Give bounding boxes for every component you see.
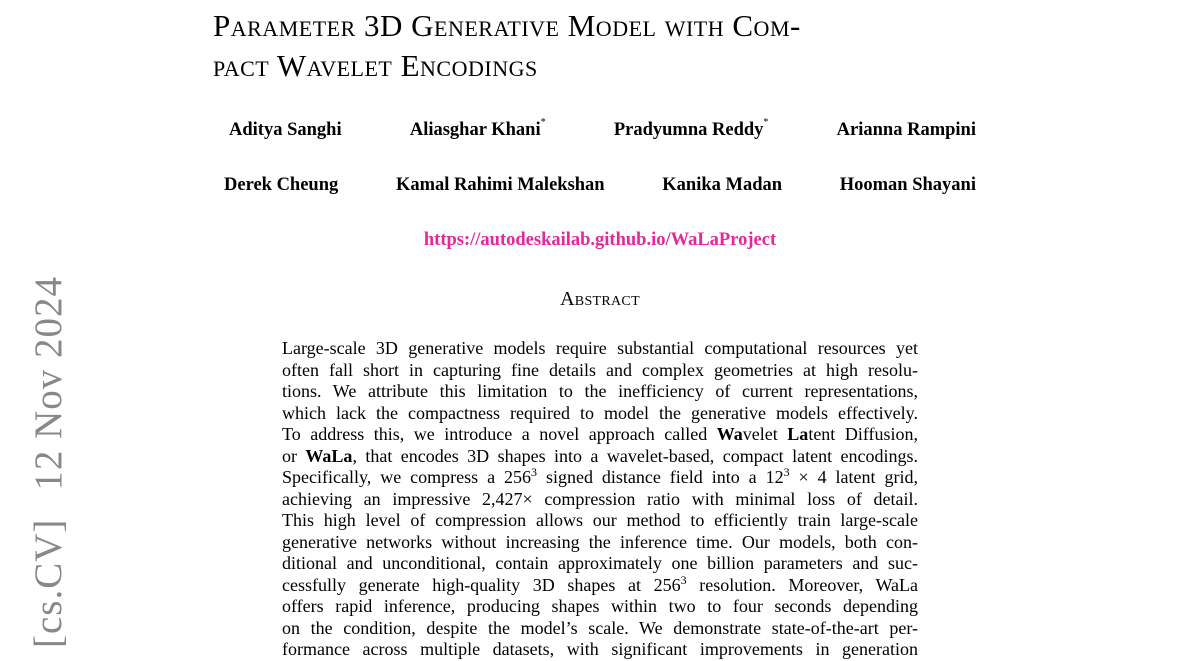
arxiv-category: [cs.CV] [27,518,70,648]
abstract-line: ditional and unconditional, contain approximately one billion parameters and suc- [282,553,918,573]
author: Pradyumna Reddy* [613,117,769,140]
abstract-body [282,338,918,661]
arxiv-margin-stamp [26,276,71,648]
paper-title [213,6,1013,86]
exponent: 3 [680,572,687,587]
abstract-line: on the condition, despite the model’s scale. We demonstrate state-of-the-art per- [282,617,918,638]
abstract-line: or WaLa, that encodes 3D shapes into a wavelet-based, compact latent encodings. [282,445,918,466]
arxiv-date: 12 Nov 2024 [27,275,70,491]
abstract-line: which lack the compactness required to model the generative models effectively. [282,402,918,423]
bold-la: La [787,424,809,444]
author: Arianna Rampini [836,120,976,140]
authors-row-1 [200,117,1000,141]
author: Hooman Shayani [839,175,976,195]
abstract-line: tions. We attribute this limitation to the inefficiency of current representations, [282,381,918,401]
bold-wala: WaLa [305,445,353,466]
author: Derek Cheung [224,175,339,195]
bold-wa: Wa [716,424,743,444]
title-line-2: pact Wavelet Encodings [213,48,538,83]
author: Aditya Sanghi [229,120,342,140]
abstract-line: formance across multiple datasets, with significant improvements in generation [282,639,918,659]
author: Kanika Madan [662,175,783,195]
abstract-line: Specifically, we compress a $256^3$ signed distance field into a $12^3 \times 4$ latent grid, [282,465,918,487]
title-line-1: Parameter 3D Generative Model with Com- [213,8,801,43]
abstract-line: offers rapid inference, producing shapes within two to four seconds depending [282,596,918,616]
abstract-line: To address this, we introduce a novel approach called Wavelet Latent Diffusion, [282,424,918,444]
equal-contribution-mark: * [540,117,546,128]
abstract-line: This high level of compression allows our method to efficiently train large-scale [282,510,918,530]
authors-row-2 [200,175,1000,196]
author: Aliasghar Khani* [409,117,546,140]
abstract-line: achieving an impressive 2,427× compression ratio with minimal loss of detail. [282,488,918,509]
project-page-link[interactable]: https://autodeskailab.github.io/WaLaProject [423,230,777,250]
abstract-line: cessfully generate high-quality 3D shapes at $256^3$ resolution. Moreover, WaLa [282,572,918,595]
equal-contribution-mark: * [763,117,769,128]
abstract-line: often fall short in capturing fine details and complex geometries at high resolu- [282,359,918,380]
abstract-line: Large-scale 3D generative models require substantial computational resources yet [282,338,918,358]
abstract-line: generative networks without increasing the inference time. Our models, both con- [282,531,918,552]
exponent: 3 [531,465,538,479]
abstract-heading: Abstract [560,288,640,310]
author: Kamal Rahimi Malekshan [395,175,605,195]
exponent: 3 [783,465,790,479]
